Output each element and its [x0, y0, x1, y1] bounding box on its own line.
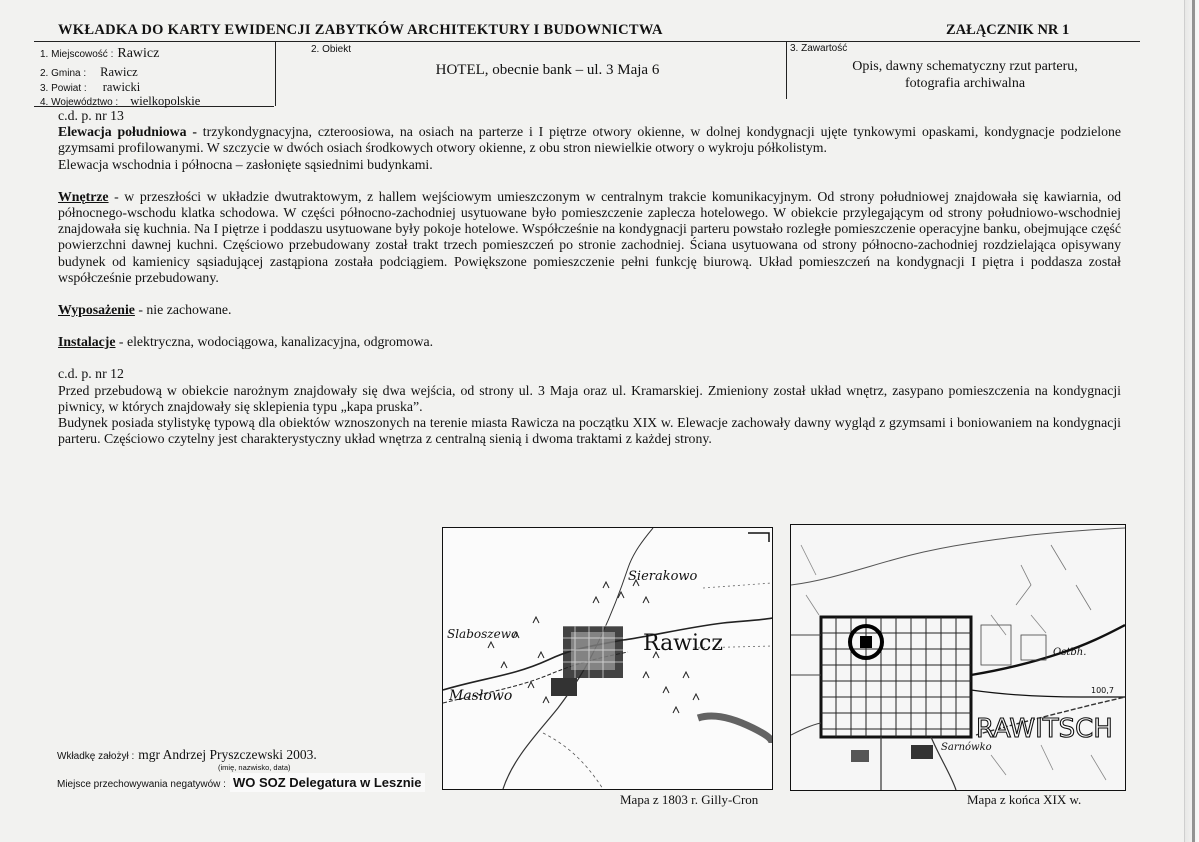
map1-caption: Mapa z 1803 r. Gilly-Cron: [620, 792, 759, 807]
paragraph-installations: [58, 334, 1121, 350]
sheet-title: WKŁADKA DO KARTY EWIDENCJI ZABYTKÓW ARCHITEKTURY I BUDOWNICTWA: [58, 22, 663, 38]
powiat-value: rawicki: [102, 80, 141, 94]
interior-text: - w przeszłości w układzie dwutraktowym, z hallem wejściowym umieszczonym w centralnym trakcie komunikacyjnym. Od strony południowej znajdowała się kawiarnia, od północnego-wschodu klatka schodowa. W części północno-zachodniej usytuowane było pomieszczenie zaplecza hotelowego. W obiekcie przylegającym od strony południowo-wschodniej znajdowała się kuchnia. Na I piętrze i poddaszu usytuowane były pokoje hotelowe. Współcześnie na kondygnacji parteru powstało rozległe pomieszczenie operacyjne banku, obejmujące część powierzchni dawnej kuchni. Częściowo przebudowany został trakt trzech pomieszczeń po stronie zachodniej. Ściana usytuowana od strony północno-zachodniej rozdzielająca opisywany budynek od kamienicy sąsiadującej zastąpiona została podciągiem. Powiększone pomieszczenie pełni funkcję biurową. Układ pomieszczeń na kondygnacji I piętra i poddasza został współcześnie przebudowany.: [58, 188, 1121, 285]
scan-edge-shadow: [1192, 0, 1195, 842]
gmina-value: Rawicz: [100, 65, 138, 79]
field-miejscowosc: [40, 44, 159, 62]
divider-object-contents: [786, 41, 787, 99]
map-xix-drawing: [791, 525, 1125, 790]
annex-number: ZAŁĄCZNIK NR 1: [946, 22, 1070, 38]
contents-label: 3. Zawartość: [790, 43, 848, 54]
storage-value: WO SOZ Delegatura w Lesznie: [230, 773, 425, 792]
map1-label-a: Sierakowo: [628, 569, 698, 584]
author-line: [57, 746, 317, 764]
miejscowosc-label: 1. Miejscowość :: [40, 49, 114, 60]
elevation-text: trzykondygnacyjna, czteroosiowa, na osiach na parterze i I piętrze otwory okienne, w dolnej kondygnacji ujęte tynkowymi opaskami, kondygnacje podzielone gzymsami profilowanymi. W szczycie w dwóch osiach środkowych otwory okienne, z obu stron niewielkie otwory o wykroju półkolistym.: [58, 124, 1121, 156]
paragraph-p12-2: Budynek posiada stylistykę typową dla obiektów wznoszonych na terenie miasta Rawicza na początku XIX w. Elewacje zachowały dawny wygląd z gzymsami i boniowaniem na kondygnacji parteru. Częściowo czytelny jest charakterystyczny układ wnętrza z centralną sienią i dwoma traktami z każdej strony.: [58, 415, 1121, 447]
storage-line: [57, 774, 425, 792]
paragraph-elevation-2: Elewacja wschodnia i północna – zasłonięte sąsiednimi budynkami.: [58, 156, 433, 172]
gmina-label: 2. Gmina :: [40, 68, 87, 79]
author-label: Wkładkę założył :: [57, 751, 135, 762]
map2-label-b: Ostbh.: [1053, 647, 1087, 658]
map2-caption: Mapa z końca XIX w.: [967, 792, 1082, 807]
ref-p12: c.d. p. nr 12: [58, 366, 124, 382]
furnishing-text: - nie zachowane.: [134, 302, 232, 318]
map2-town-label: RAWITSCH: [976, 714, 1113, 744]
contents-line-2: fotografia archiwalna: [904, 76, 1026, 91]
object-value: HOTEL, obecnie bank – ul. 3 Maja 6: [435, 62, 660, 78]
author-value: mgr Andrzej Pryszczewski 2003.: [138, 747, 317, 762]
contents-value: [790, 58, 1140, 92]
map1-label-b: Slaboszewo: [447, 627, 519, 641]
elevation-heading: Elewacja południowa -: [58, 124, 197, 140]
map1-label-c: Masłowo: [449, 688, 513, 704]
storage-label: Miejsce przechowywania negatywów :: [57, 779, 226, 790]
map-1803-drawing: [443, 528, 772, 789]
author-hint: (imię, nazwisko, data): [218, 763, 291, 772]
contents-line-1: Opis, dawny schematyczny rzut parteru,: [852, 59, 1078, 74]
paragraph-interior: [58, 189, 1121, 286]
map2-label-a: Sarnówko: [941, 742, 992, 753]
map2-label-c: 100,7: [1091, 686, 1114, 695]
paragraph-p12-1: Przed przebudową w obiekcie narożnym znajdowały się dwa wejścia, od strony ul. 3 Maja oraz ul. Kramarskiej. Zmieniony został układ wnętrz, zasypano pomieszczenia na kondygnacji piwnicy, w których znajdowały się sklepienia typu „kapa pruska”.: [58, 382, 1121, 414]
installations-heading: Instalacje: [58, 334, 116, 350]
installations-text: - elektryczna, wodociągowa, kanalizacyjna, odgromowa.: [115, 334, 434, 350]
wojewodztwo-label: 4. Województwo :: [40, 97, 119, 108]
map1-town-label: Rawicz: [643, 631, 723, 656]
powiat-label: 3. Powiat :: [40, 83, 87, 94]
map-xix-century: [790, 524, 1126, 791]
paragraph-elevation: [58, 124, 1121, 156]
furnishing-heading: Wyposażenie: [58, 302, 135, 318]
paragraph-furnishing: [58, 302, 1121, 318]
miejscowosc-value: Rawicz: [117, 46, 160, 61]
header-top-rule: [34, 41, 1140, 42]
divider-location-object: [275, 41, 276, 106]
object-label: 2. Obiekt: [311, 44, 352, 55]
ref-p13: c.d. p. nr 13: [58, 108, 124, 123]
wojewodztwo-value: wielkopolskie: [130, 94, 201, 108]
description-body: [58, 108, 1121, 447]
interior-heading: Wnętrze: [58, 188, 109, 204]
map-1803: [442, 527, 773, 790]
